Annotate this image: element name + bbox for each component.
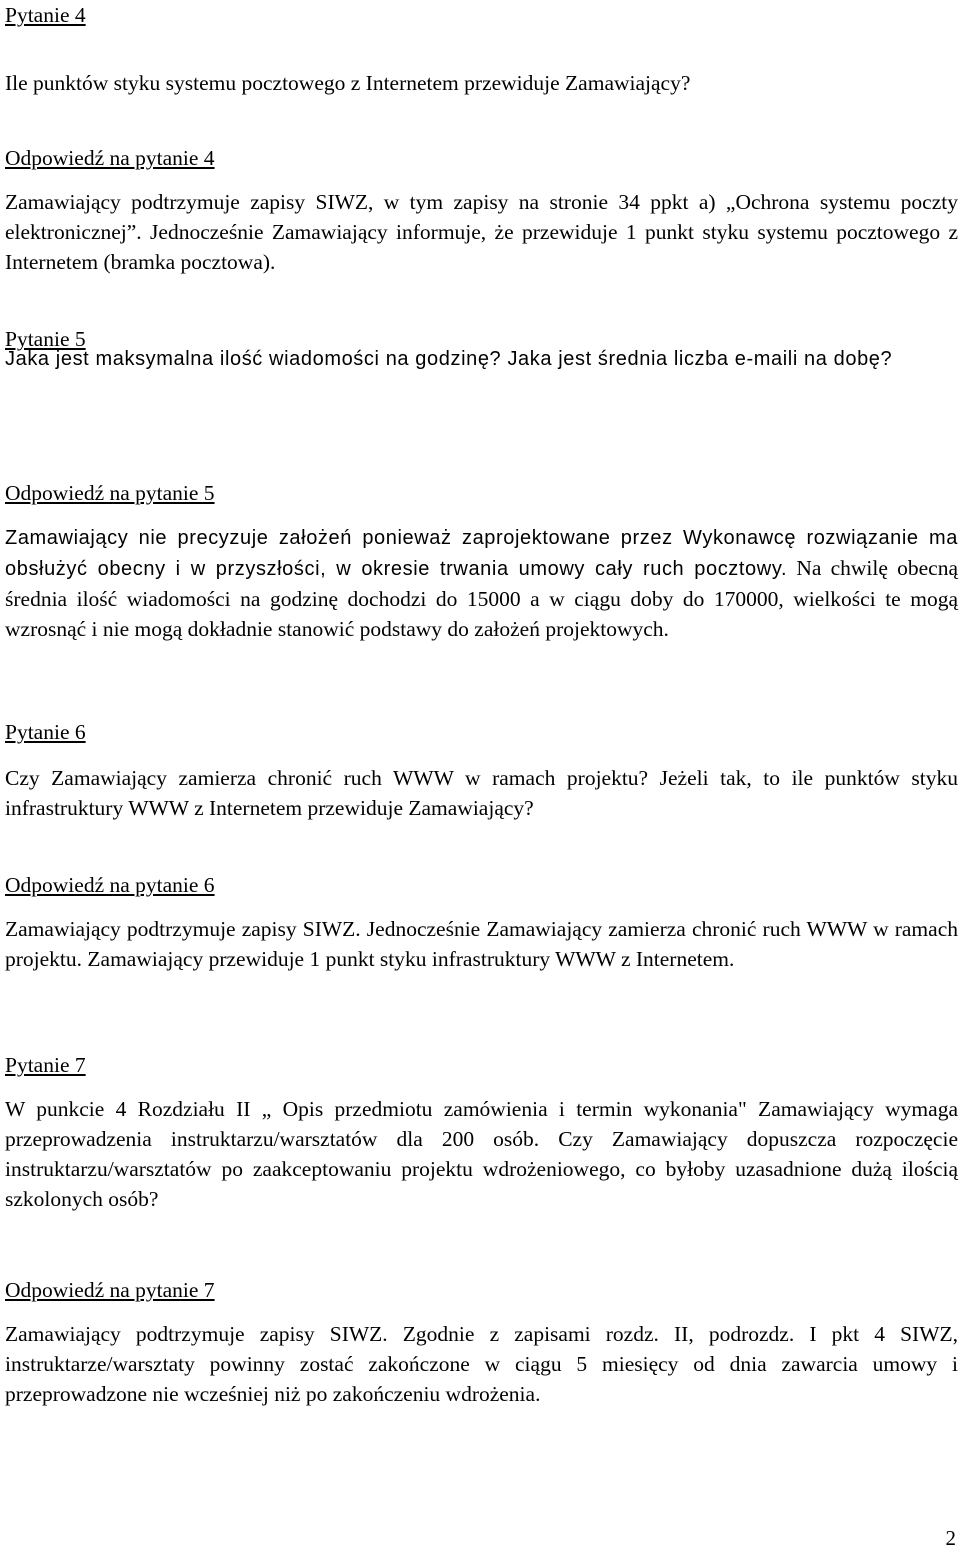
answer-5-text — [5, 522, 958, 644]
answer-4-heading: Odpowiedź na pytanie 4 — [5, 146, 215, 170]
page-number: 2 — [945, 1526, 956, 1550]
answer-6-text: Zamawiający podtrzymuje zapisy SIWZ. Jednocześnie Zamawiający zamierza chronić ruch WWW w ramach projektu. Zamawiający przewiduje 1 punkt styku infrastruktury WWW z Internetem. — [5, 917, 958, 971]
answer-5-text-part2: Na chwilę obecną średnia ilość wiadomości na godzinę dochodzi do 15000 a w ciągu doby do 170000, wielkości te mogą wzrosnąć i nie mogą dokładnie stanowić podstawy do założeń projektowych. — [5, 556, 958, 641]
answer-7-text: Zamawiający podtrzymuje zapisy SIWZ. Zgodnie z zapisami rozdz. II, podrozdz. I pkt 4 SIWZ, instruktarze/warsztaty powinny zostać zakończone w ciągu 5 miesięcy od dnia zawarcia umowy i przeprowadzone nie wcześniej niż po zakończeniu wdrożenia. — [5, 1322, 958, 1406]
question-6-heading: Pytanie 6 — [5, 720, 86, 744]
question-5-heading: Pytanie 5 — [5, 327, 86, 351]
answer-4-text: Zamawiający podtrzymuje zapisy SIWZ, w tym zapisy na stronie 34 ppkt a) „Ochrona systemu poczty elektronicznej”. Jednocześnie Zamawiający informuje, że przewiduje 1 punkt styku systemu pocztowego z Internetem (bramka pocztowa). — [5, 190, 958, 274]
question-4-text: Ile punktów styku systemu pocztowego z Internetem przewiduje Zamawiający? — [5, 71, 691, 95]
answer-6-heading: Odpowiedź na pytanie 6 — [5, 873, 215, 897]
answer-7-heading: Odpowiedź na pytanie 7 — [5, 1278, 215, 1302]
question-6-text: Czy Zamawiający zamierza chronić ruch WWW w ramach projektu? Jeżeli tak, to ile punktów styku infrastruktury WWW z Internetem przewiduje Zamawiający? — [5, 766, 958, 820]
answer-5-text-part1: Zamawiający nie precyzuje założeń ponieważ zaprojektowane przez Wykonawcę rozwiązanie ma obsłużyć obecny i w przyszłości, w okresie trwania umowy cały ruch pocztowy. — [5, 527, 958, 580]
question-5-text: Jaka jest maksymalna ilość wiadomości na godzinę? Jaka jest średnia liczba e-maili na dobę? — [5, 348, 893, 370]
question-7-text: W punkcie 4 Rozdziału II „ Opis przedmiotu zamówienia i termin wykonania" Zamawiający wymaga przeprowadzenia instruktarzu/warsztatów dla 200 osób. Czy Zamawiający dopuszcza rozpoczęcie instruktarzu/warsztatów po zaakceptowaniu projektu wdrożeniowego, co byłoby uzasadnione dużą ilością szkolonych osób? — [5, 1097, 958, 1211]
question-4-heading: Pytanie 4 — [5, 3, 86, 27]
answer-5-heading: Odpowiedź na pytanie 5 — [5, 481, 215, 505]
question-7-heading: Pytanie 7 — [5, 1053, 86, 1077]
